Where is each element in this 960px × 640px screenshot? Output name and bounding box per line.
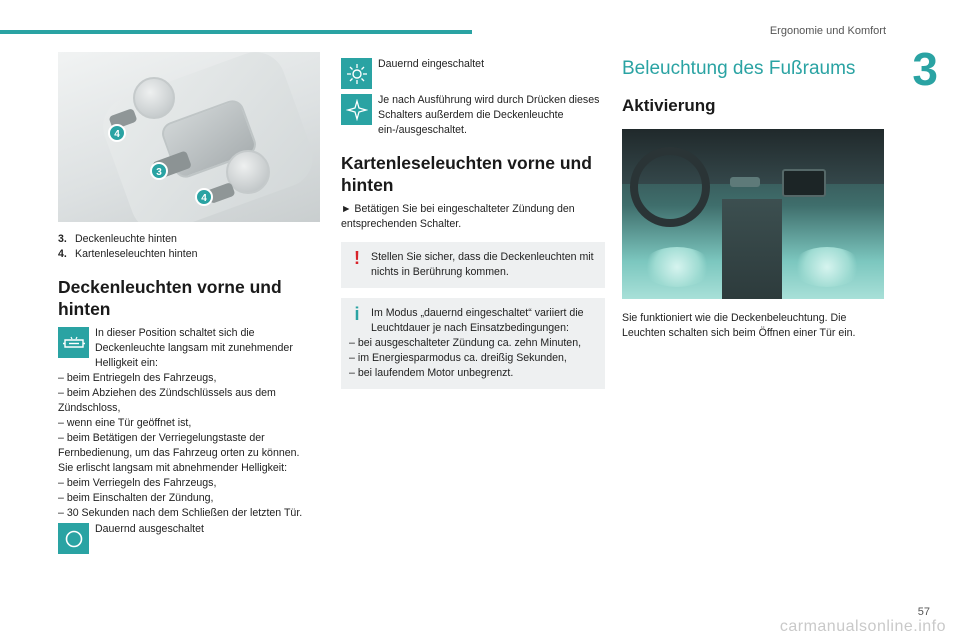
column-left (58, 52, 320, 556)
callout-badge: 4 (108, 124, 126, 142)
subsection-title-activation: Aktivierung (622, 96, 716, 115)
ceiling-lights-photo (58, 52, 320, 222)
section-title-ceiling: Deckenleuchten vorne und hinten (58, 277, 282, 319)
sun-outline-icon (341, 94, 372, 125)
legend-item: 3. Deckenleuchte hinten (58, 233, 177, 245)
info-list (349, 336, 597, 381)
info-icon: i (354, 304, 360, 324)
figure-legend (58, 232, 320, 262)
footwell-lighting-photo (622, 129, 884, 299)
list-item: – im Energiesparmodus ca. dreißig Sekunden, (349, 352, 567, 364)
column-right (622, 57, 884, 341)
sun-on-icon (341, 58, 372, 89)
list-item: – beim Abziehen des Zündschlüssels aus dem Zündschloss, (58, 387, 276, 414)
door-courtesy-icon (58, 327, 89, 358)
section-title-footwell: Beleuchtung des Fußraums (622, 58, 856, 79)
warning-icon: ! (354, 248, 360, 268)
circle-off-icon (58, 523, 89, 554)
off-intro: Sie erlischt langsam mit abnehmender Helligkeit: (58, 462, 288, 474)
off-conditions-list (58, 476, 320, 521)
off-mode-block: Dauernd ausgeschaltet (58, 522, 320, 537)
list-item: – beim Betätigen der Verriegelungstaste der Fernbedienung, um das Fahrzeug orten zu können. (58, 432, 300, 459)
callout-badge: 3 (150, 162, 168, 180)
on-mode-block: Dauernd eingeschaltet (341, 57, 605, 72)
section-title-map-lights: Kartenleseleuchten vorne und hinten (341, 153, 592, 195)
instruction-text: ► Betätigen Sie bei eingeschalteter Zündung den entsprechenden Schalter. (341, 203, 575, 230)
list-item: – wenn eine Tür geöffnet ist, (58, 417, 192, 429)
page-number: 57 (917, 606, 930, 618)
list-item: – 30 Sekunden nach dem Schließen der letzten Tür. (58, 507, 303, 519)
chapter-number: 3 (912, 43, 938, 95)
info-note: i Im Modus „dauernd eingeschaltet“ variiert die Leuchtdauer je nach Einsatzbedingungen: – bei ausgeschalteter Zündung ca. zehn Minuten, – im Energiesparmodus ca. dreißig Sekunden, – bei laufendem Motor unbegrenzt. (341, 298, 605, 389)
warning-note: ! Stellen Sie sicher, dass die Deckenleuchten mit nichts in Berührung kommen. (341, 242, 605, 288)
watermark: carmanualsonline.info (779, 618, 946, 635)
list-item: – bei laufendem Motor unbegrenzt. (349, 367, 514, 379)
callout-badge: 4 (195, 188, 213, 206)
on-conditions-list (58, 371, 320, 461)
legend-item: 4. Kartenleseleuchten hinten (58, 248, 198, 260)
door-switch-block: Je nach Ausführung wird durch Drücken dieses Schalters außerdem die Deckenleuchte ein-/ausgeschaltet. (341, 93, 605, 138)
list-item: – beim Verriegeln des Fahrzeugs, (58, 477, 217, 489)
list-item: – beim Einschalten der Zündung, (58, 492, 214, 504)
header-accent-bar (0, 30, 472, 34)
section-header: Ergonomie und Komfort (769, 25, 886, 37)
column-middle (341, 57, 605, 399)
footwell-description: Sie funktioniert wie die Deckenbeleuchtung. Die Leuchten schalten sich beim Öffnen einer Tür ein. (622, 312, 856, 339)
list-item: – beim Entriegeln des Fahrzeugs, (58, 372, 217, 384)
auto-mode-block: In dieser Position schaltet sich die Deckenleuchte langsam mit zunehmender Helligkeit ein: (58, 326, 320, 371)
list-item: – bei ausgeschalteter Zündung ca. zehn Minuten, (349, 337, 582, 349)
